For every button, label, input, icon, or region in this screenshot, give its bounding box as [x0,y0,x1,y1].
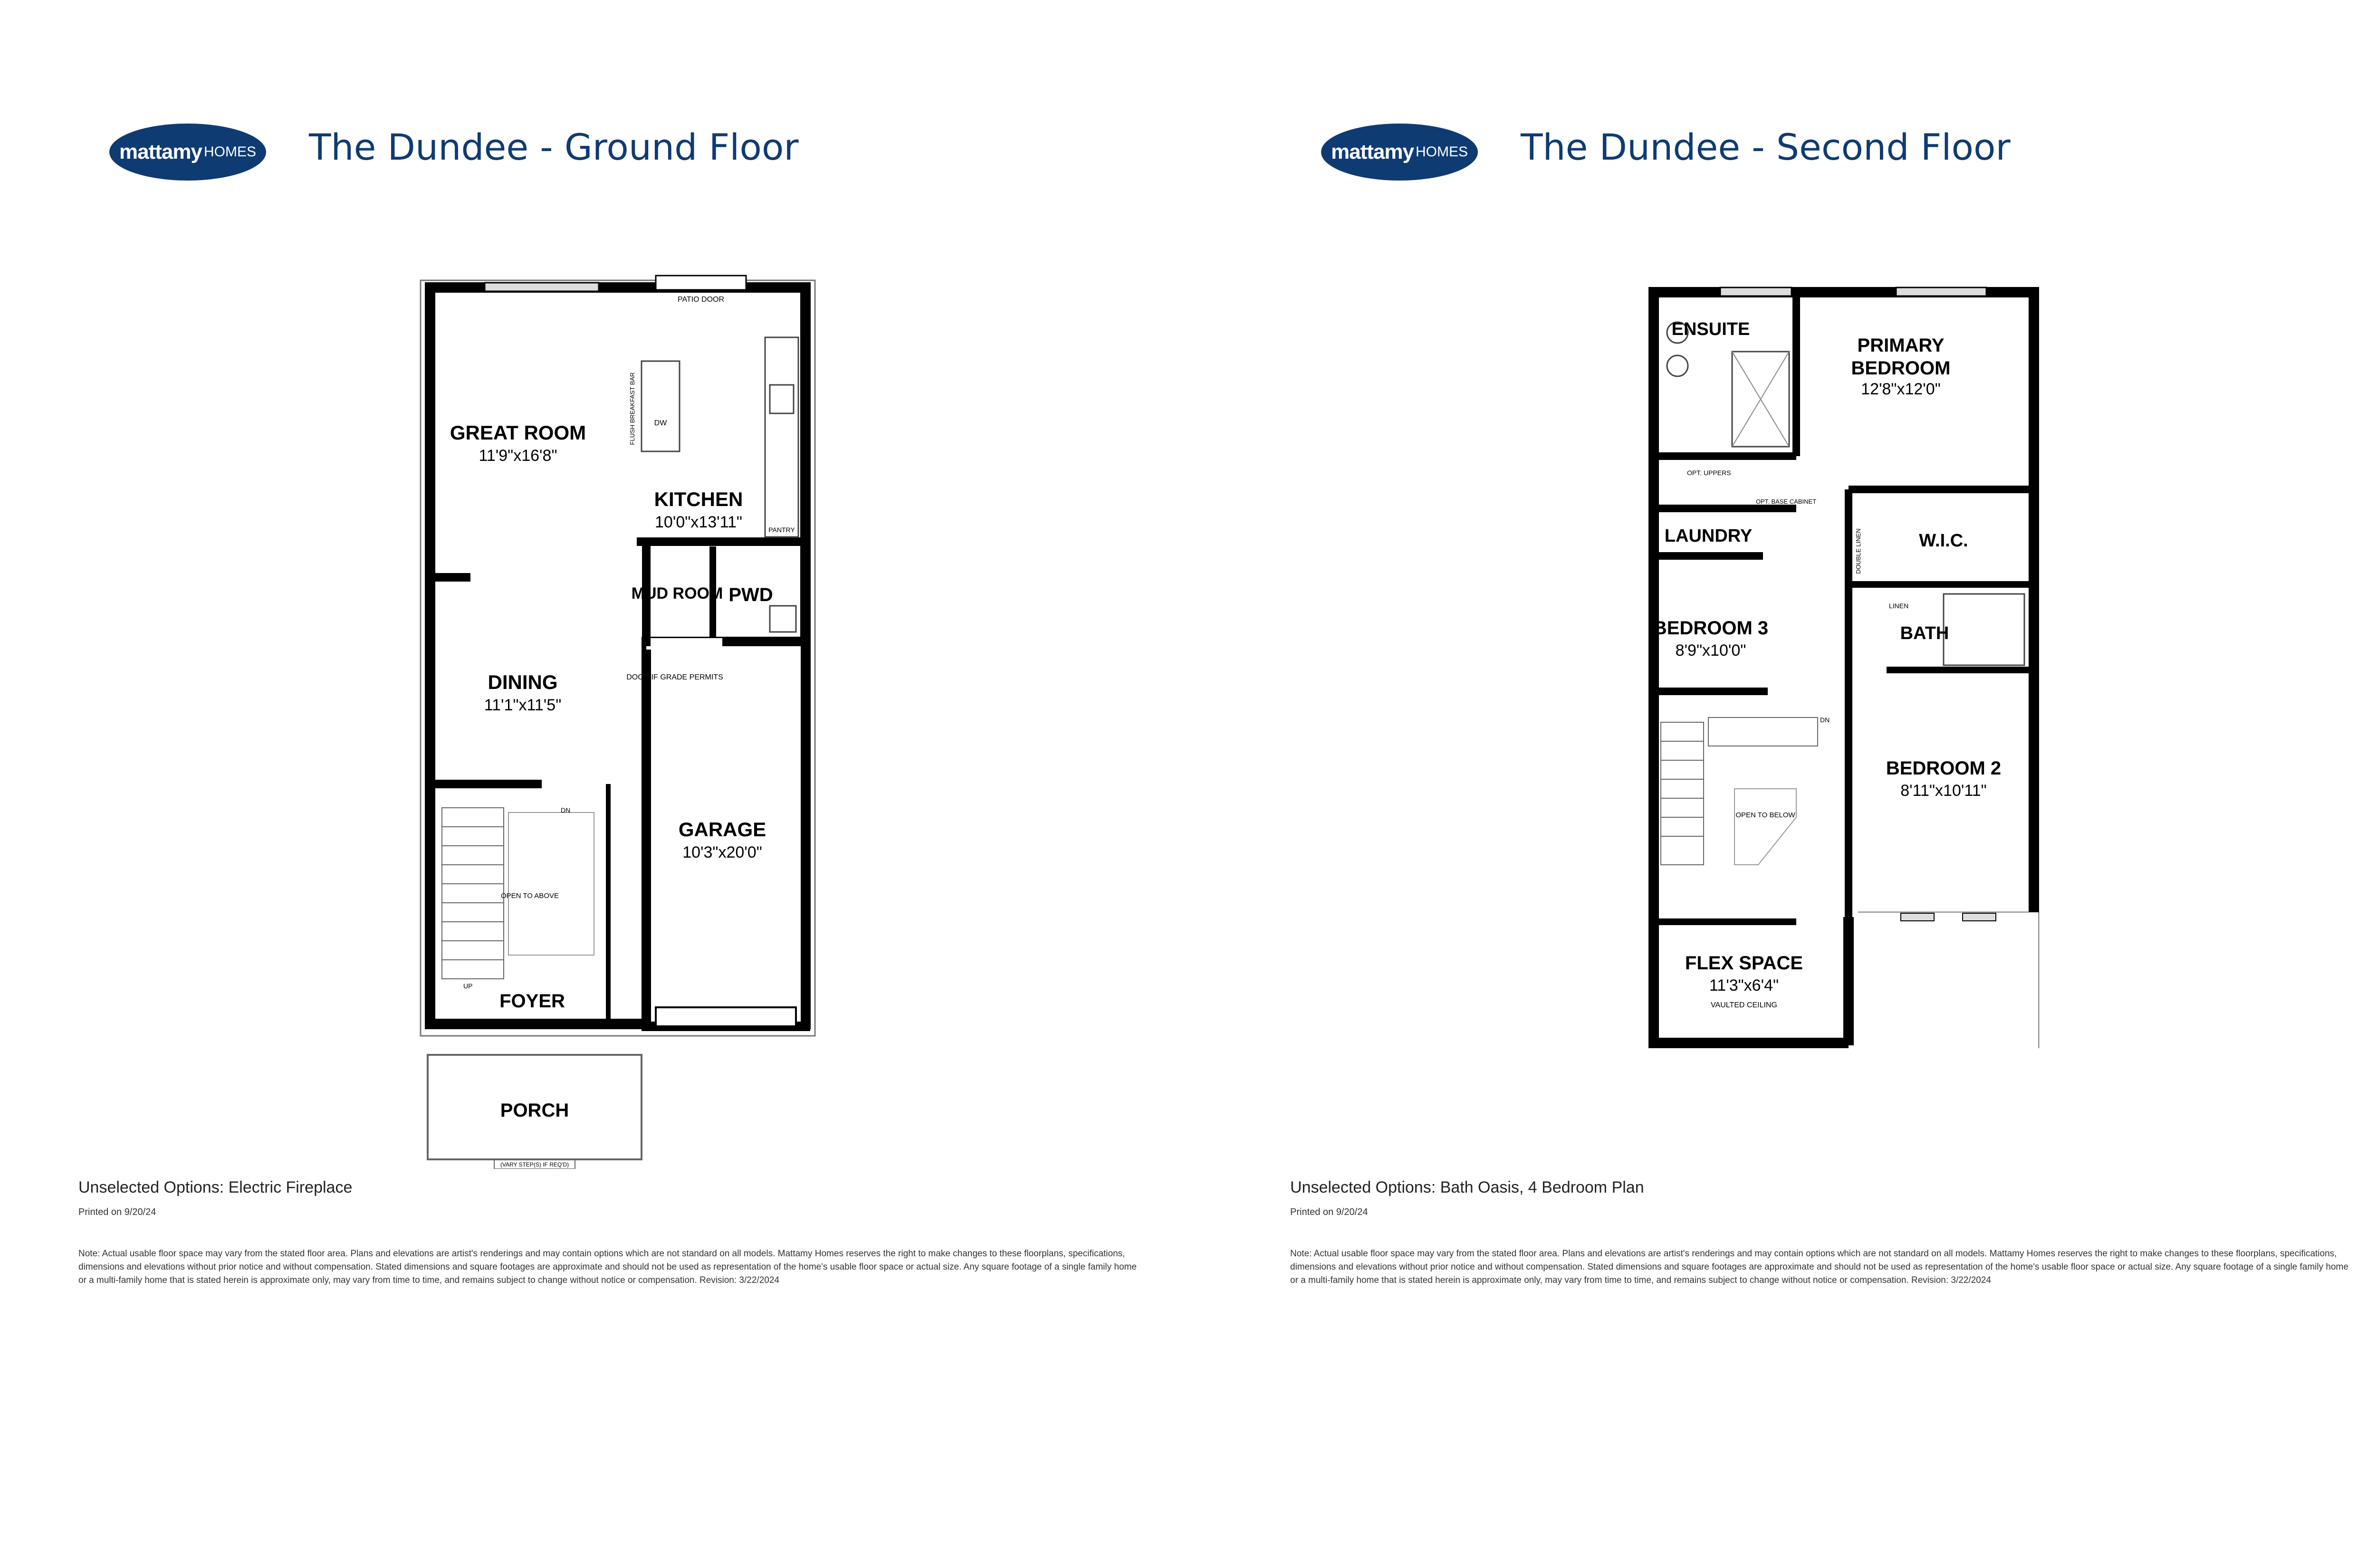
ensuite-label: ENSUITE [1671,319,1750,339]
pwd-label: PWD [728,584,773,605]
printed-date: Printed on 9/20/24 [78,1207,156,1217]
linen-label: LINEN [1889,602,1909,610]
pantry-label: PANTRY [768,526,795,534]
printed-date: Printed on 9/20/24 [1290,1207,1368,1217]
bathtub [1944,594,2024,665]
steps-label: (VARY STEP(S) IF REQ'D) [500,1161,569,1168]
opt-uppers-label: OPT. UPPERS [1687,469,1731,477]
laundry-label: LAUNDRY [1664,526,1753,546]
bedroom3-label: BEDROOM 3 [1653,618,1769,639]
floor-plan-second [1639,266,2067,1074]
dn-label: DN [1820,716,1830,724]
primary-bedroom-dims: 12'8"x12'0" [1861,380,1941,398]
open-to-above-label: OPEN TO ABOVE [501,892,559,900]
second-floor-drawing [1639,266,2067,1074]
disclaimer-note: Note: Actual usable floor space may vary from the stated floor area. Plans and elevations are artist's renderings and may contain options which are not standard on all models. Mattamy Homes reserves the right to make changes to these floorplans, specifications, dimensions and elevations without prior notice and without compensation. Stated dimensions and square footages are approximate and should not be used as representation of the home's usable floor space or actual size. Any square footage of a single family home or a multi-family home that is stated herein is approximate only, may vary from time to time, and remains subject to change without notice or compensation. Revision: 3/22/2024 [1290,1249,2348,1285]
dw-label: DW [654,419,667,427]
floor-plan-ground [418,266,846,1169]
patio-door-label: PATIO DOOR [677,296,725,304]
panel-second-floor [1212,0,2376,1568]
wic-label: W.I.C. [1919,531,1968,551]
garage-label: GARAGE [678,818,766,841]
unselected-options: Unselected Options: Electric Fireplace [78,1178,353,1196]
opt-base-cabinet-label: OPT. BASE CABINET [1756,498,1817,505]
page-title: The Dundee - Ground Floor [309,126,799,168]
breakfast-bar-label: FLUSH BREAKFAST BAR [629,372,636,445]
patio-door [656,276,746,290]
open-to-below-label: OPEN TO BELOW [1735,811,1795,819]
window [485,283,599,291]
mattamy-logo: mattamy HOMES [109,124,266,181]
up-label: UP [463,982,473,990]
kitchen-counter [765,337,798,537]
kitchen-island [642,361,680,451]
foyer-label: FOYER [499,991,565,1012]
dining-label: DINING [488,671,558,693]
great-room-label: GREAT ROOM [450,421,586,444]
window [1720,287,1792,296]
bath-label: BATH [1900,623,1949,643]
ground-floor-drawing [418,266,846,1169]
garage-door [656,1007,796,1026]
window [1901,913,1934,921]
garage-dims: 10'3"x20'0" [682,843,762,861]
flex-space-label: FLEX SPACE [1685,953,1803,974]
disclaimer-note: Note: Actual usable floor space may vary from the stated floor area. Plans and elevations are artist's renderings and may contain options which are not standard on all models. Mattamy Homes reserves the right to make changes to these floorplans, specifications, dimensions and elevations without prior notice and without compensation. Stated dimensions and square footages are approximate and should not be used as representation of the home's usable floor space or actual size. Any square footage of a single family home or a multi-family home that is stated herein is approximate only, may vary from time to time, and remains subject to change without notice or compensation. Revision: 3/22/2024 [78,1249,1137,1285]
unselected-options: Unselected Options: Bath Oasis, 4 Bedroom Plan [1290,1178,1644,1196]
window [1963,913,1996,921]
window [1896,287,1986,296]
page-title: The Dundee - Second Floor [1521,126,2011,168]
dining-dims: 11'1"x11'5" [484,696,562,714]
toilet [770,606,796,632]
stairs [1661,717,1818,865]
kitchen-dims: 10'0"x13'11" [655,513,742,531]
porch-label: PORCH [500,1100,569,1121]
flex-space-dims: 11'3"x6'4" [1709,976,1779,994]
door-if-grade-label: DOOR IF GRADE PERMITS [626,673,723,681]
double-linen-label: DOUBLE LINEN [1855,528,1862,574]
bedroom3-dims: 8'9"x10'0" [1675,641,1746,660]
mud-room-label: MUD ROOM [631,584,723,602]
bedroom2-label: BEDROOM 2 [1886,758,2002,779]
primary-bedroom-label: PRIMARY BEDROOM [1851,335,1951,379]
vaulted-ceiling-label: VAULTED CEILING [1711,1001,1777,1009]
bedroom2-dims: 8'11"x10'11" [1900,782,1987,800]
dn-label: DN [561,806,571,814]
stove [770,385,794,413]
kitchen-label: KITCHEN [654,488,743,510]
great-room-dims: 11'9"x16'8" [479,447,557,465]
mattamy-logo: mattamy HOMES [1321,124,1478,181]
